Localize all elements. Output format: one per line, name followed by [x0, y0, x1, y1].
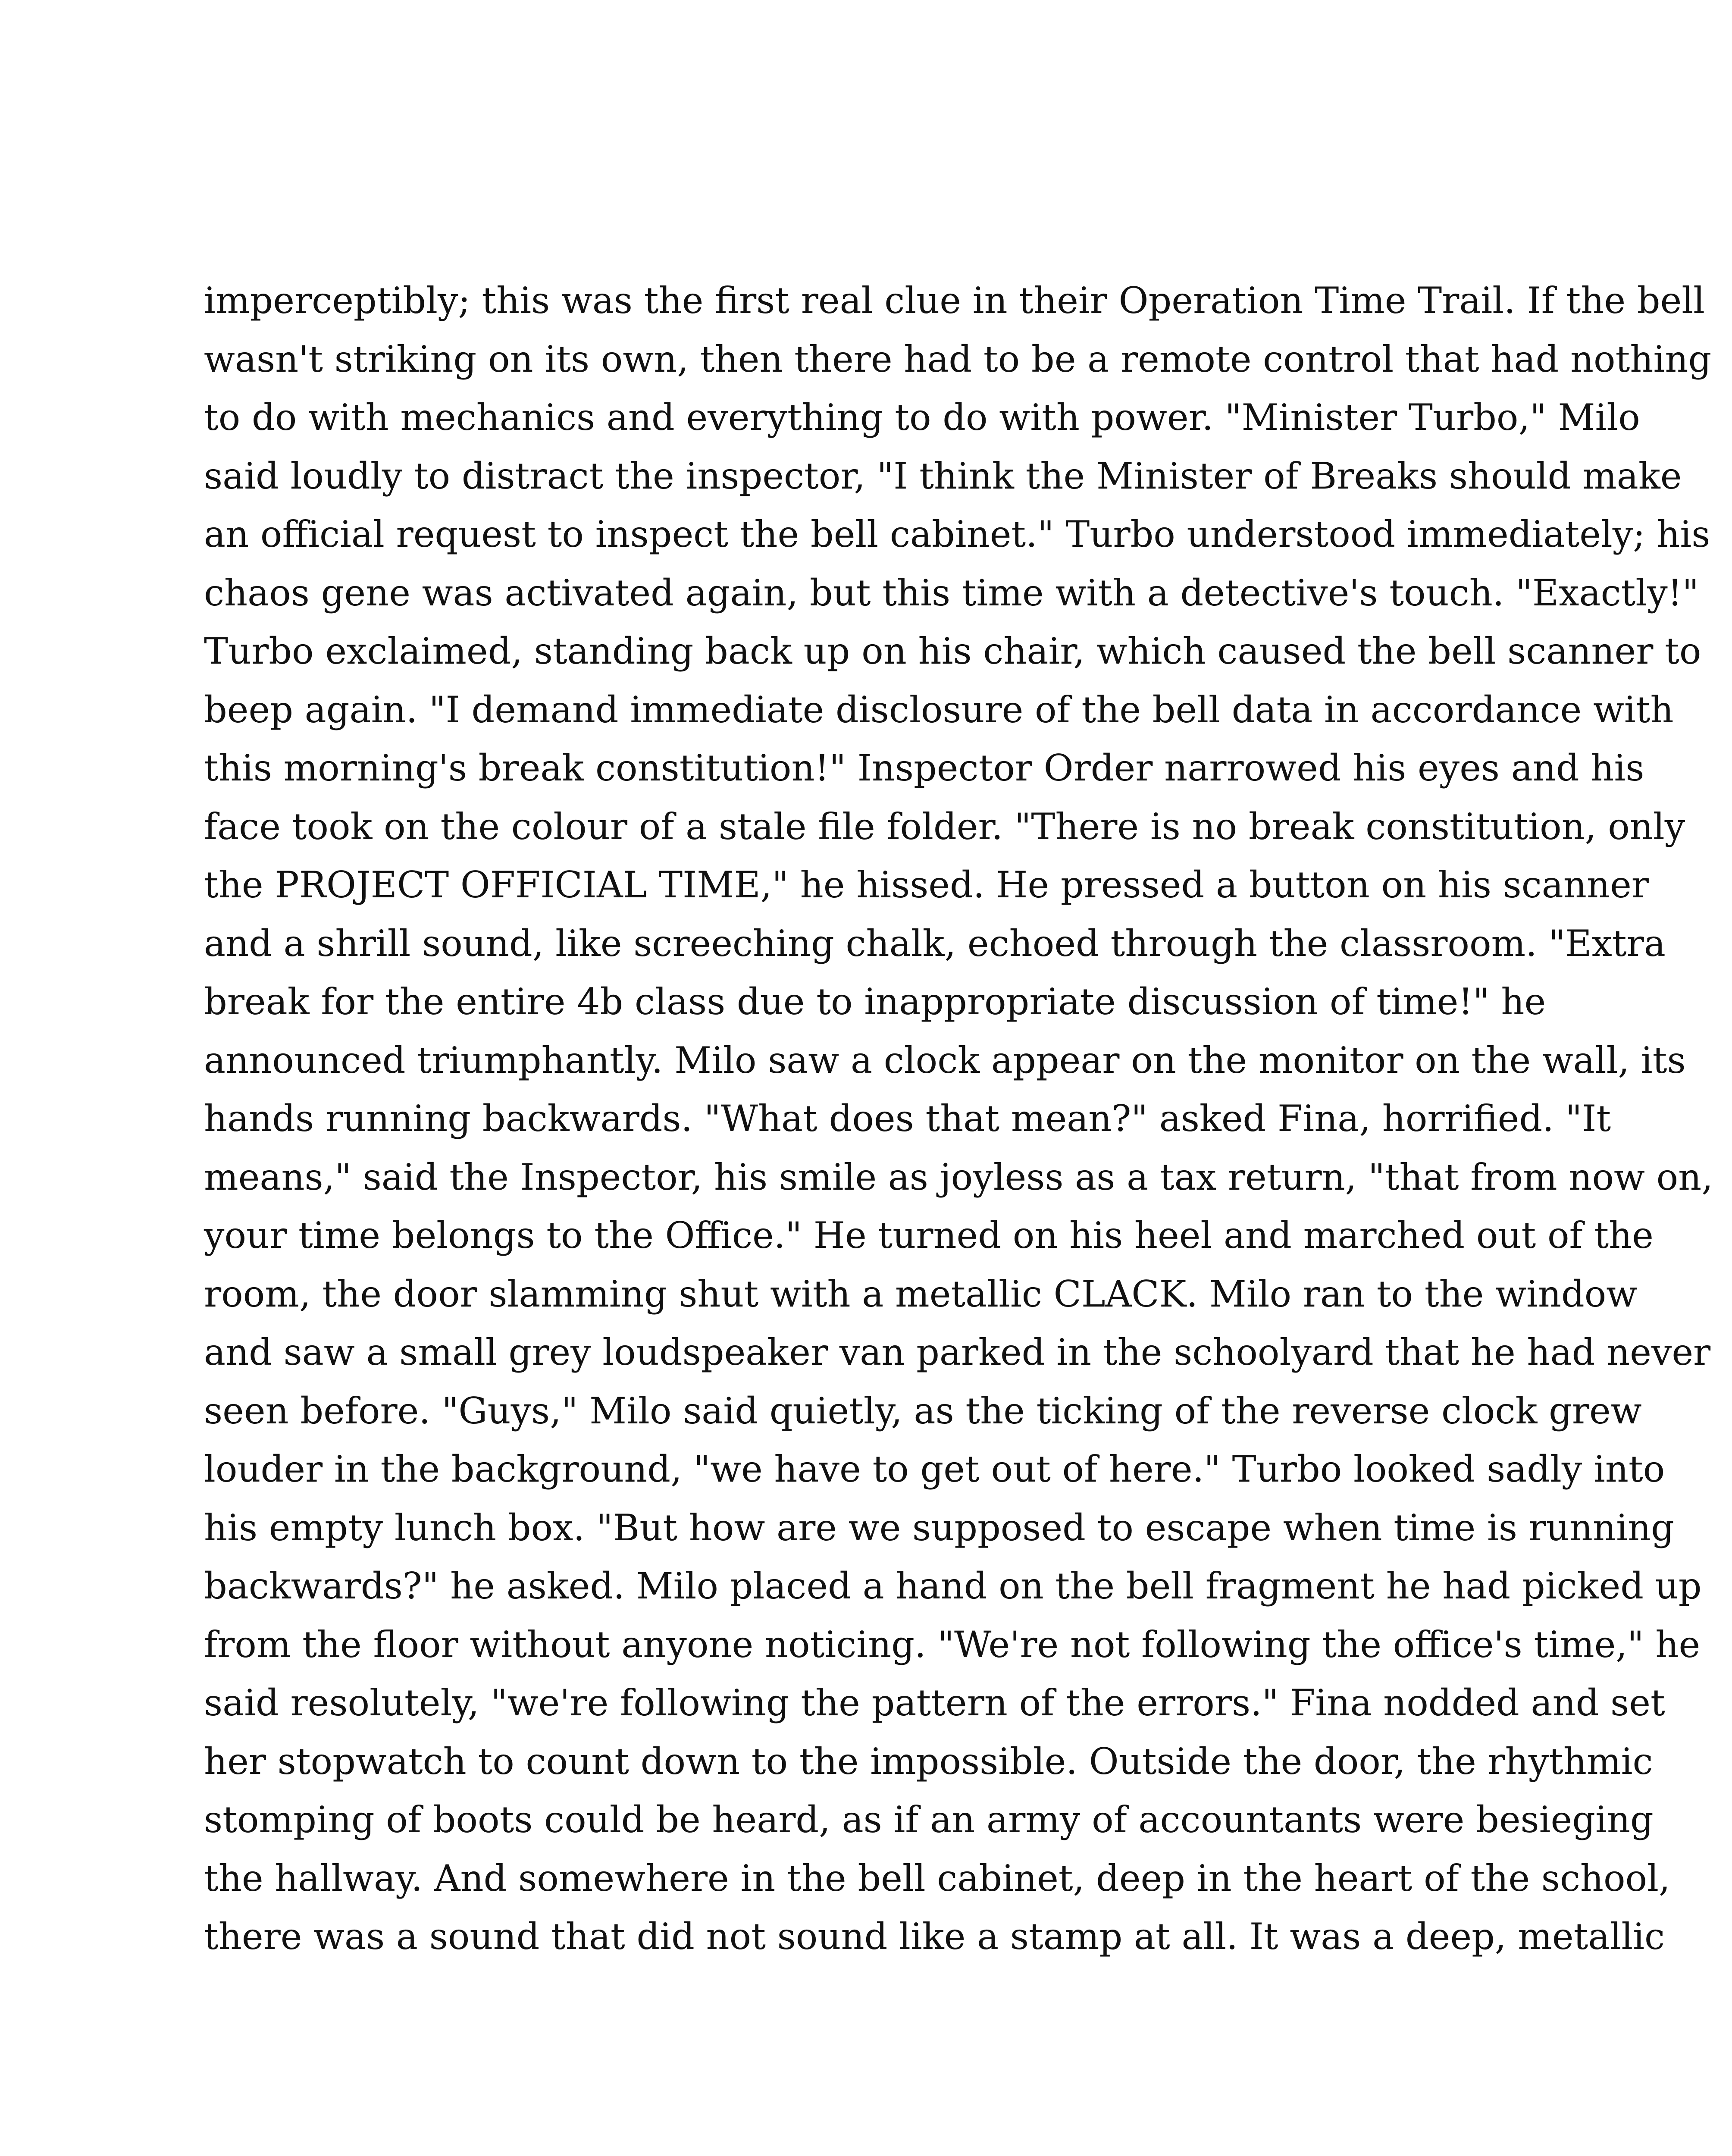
text-line: announced triumphantly. Milo saw a clock appear on the monitor on the wall, its	[204, 1039, 1686, 1081]
text-line: this morning's break constitution!" Inspector Order narrowed his eyes and his	[204, 747, 1644, 789]
text-line: to do with mechanics and everything to do with power. "Minister Turbo," Milo	[204, 396, 1640, 439]
text-line: his empty lunch box. "But how are we supposed to escape when time is running	[204, 1506, 1674, 1549]
text-line: break for the entire 4b class due to inappropriate discussion of time!" he	[204, 981, 1546, 1023]
text-line: from the floor without anyone noticing. "We're not following the office's time," he	[204, 1623, 1701, 1666]
text-line: the PROJECT OFFICIAL TIME," he hissed. He pressed a button on his scanner	[204, 864, 1649, 906]
text-line: and saw a small grey loudspeaker van parked in the schoolyard that he had never	[204, 1331, 1711, 1373]
text-line: the hallway. And somewhere in the bell cabinet, deep in the heart of the school,	[204, 1857, 1670, 1899]
text-line: chaos gene was activated again, but this time with a detective's touch. "Exactly!"	[204, 571, 1699, 614]
text-line: backwards?" he asked. Milo placed a hand on the bell fragment he had picked up	[204, 1565, 1702, 1607]
text-line: room, the door slamming shut with a metallic CLACK. Milo ran to the window	[204, 1272, 1638, 1315]
text-line: seen before. "Guys," Milo said quietly, as the ticking of the reverse clock grew	[204, 1389, 1642, 1432]
text-line: said resolutely, "we're following the pattern of the errors." Fina nodded and set	[204, 1682, 1665, 1724]
text-line: louder in the background, "we have to get out of here." Turbo looked sadly into	[204, 1448, 1665, 1490]
text-line: her stopwatch to count down to the impossible. Outside the door, the rhythmic	[204, 1740, 1653, 1783]
text-line: and a shrill sound, like screeching chalk, echoed through the classroom. "Extra	[204, 922, 1666, 965]
text-line: Turbo exclaimed, standing back up on his chair, which caused the bell scanner to	[204, 630, 1701, 672]
text-line: face took on the colour of a stale file folder. "There is no break constitution, only	[204, 805, 1685, 848]
body-text	[204, 272, 1713, 1966]
text-line: imperceptibly; this was the first real clue in their Operation Time Trail. If the bell	[204, 279, 1705, 322]
text-line: beep again. "I demand immediate disclosure of the bell data in accordance with	[204, 688, 1674, 731]
text-line: said loudly to distract the inspector, "I think the Minister of Breaks should make	[204, 454, 1682, 497]
text-line: your time belongs to the Office." He turned on his heel and marched out of the	[204, 1214, 1654, 1257]
text-line: hands running backwards. "What does that mean?" asked Fina, horrified. "It	[204, 1097, 1611, 1140]
text-line: means," said the Inspector, his smile as joyless as a tax return, "that from now on,	[204, 1156, 1713, 1198]
text-line: an official request to inspect the bell cabinet." Turbo understood immediately; his	[204, 513, 1710, 555]
text-line: wasn't striking on its own, then there had to be a remote control that had nothing	[204, 338, 1712, 380]
text-line: there was a sound that did not sound like a stamp at all. It was a deep, metallic	[204, 1915, 1665, 1958]
text-line: stomping of boots could be heard, as if an army of accountants were besieging	[204, 1799, 1654, 1841]
